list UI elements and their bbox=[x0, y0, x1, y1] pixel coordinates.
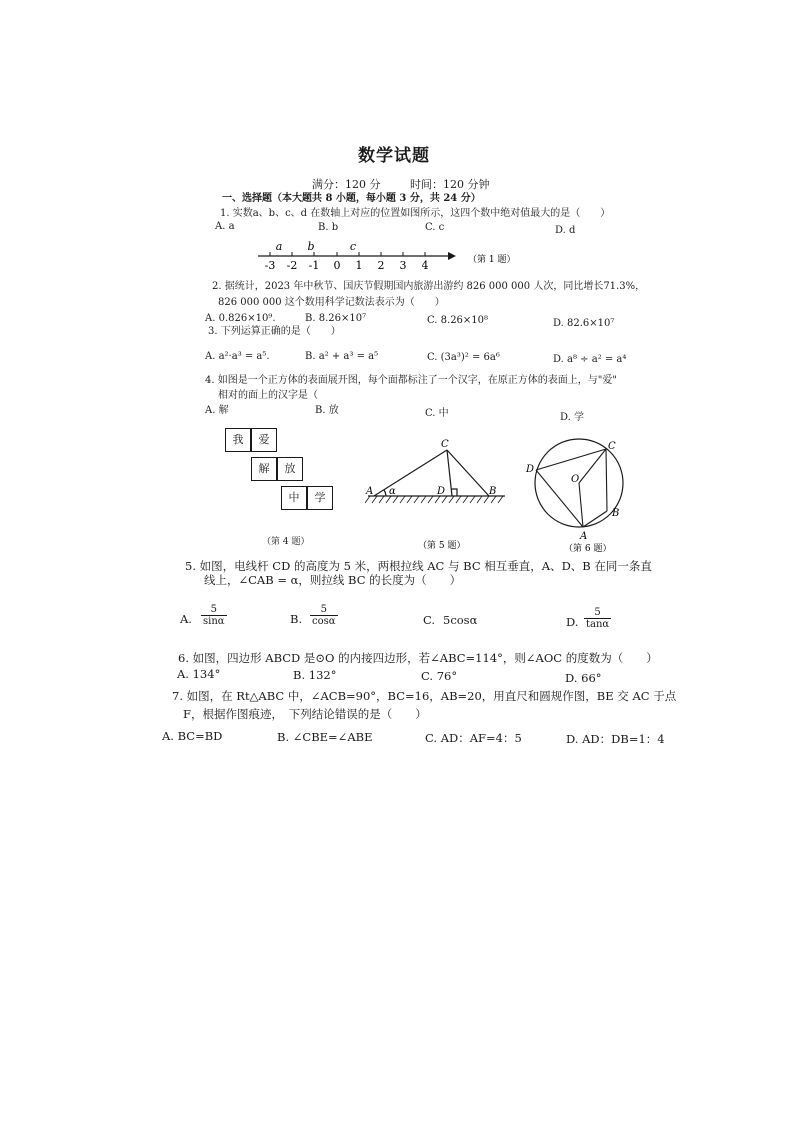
tick-label: 0 bbox=[333, 259, 341, 272]
q7-option-a: A. BC=BD bbox=[162, 729, 223, 743]
q6-option-a: A. 134° bbox=[177, 667, 221, 681]
q1-option-b: B. b bbox=[318, 222, 339, 233]
q4-option-d: D. 学 bbox=[560, 412, 585, 423]
q5-option-d-letter: D. bbox=[566, 615, 579, 629]
q5-label-b: B bbox=[489, 486, 497, 497]
seg-oc bbox=[579, 449, 606, 483]
q5-stem-line1: 5. 如图，电线杆 CD 的高度为 5 米，两根拉线 AC 与 BC 相互垂直，A、D、B 在同一条直 bbox=[185, 559, 652, 573]
numerator: 5 bbox=[201, 604, 227, 616]
q5-option-b-fraction bbox=[310, 604, 338, 627]
q5-caption: （第 5 题） bbox=[418, 541, 466, 551]
q5-label-d: D bbox=[437, 486, 446, 497]
tick-label: 4 bbox=[421, 259, 429, 272]
net-face-zhong: 中 bbox=[281, 486, 307, 510]
q1-option-d: D. d bbox=[555, 225, 576, 236]
exam-time: 时间：120 分钟 bbox=[410, 178, 490, 191]
q1-stem: 1. 实数a、b、c、d 在数轴上对应的位置如图所示，这四个数中绝对值最大的是（ ） bbox=[220, 208, 611, 219]
q3-option-c: C. (3a³)² = 6a⁶ bbox=[427, 352, 500, 363]
exam-title: 数学试题 bbox=[358, 146, 430, 166]
q6-caption: （第 6 题） bbox=[564, 544, 612, 554]
q5-option-d-fraction bbox=[584, 607, 611, 630]
q4-caption: （第 4 题） bbox=[262, 537, 310, 547]
net-face-fang: 放 bbox=[277, 457, 303, 481]
q6-figure bbox=[0, 0, 794, 560]
q5-option-a-fraction bbox=[201, 604, 227, 627]
numerator: 5 bbox=[584, 607, 611, 619]
q7-option-d: D. AD：DB=1：4 bbox=[566, 732, 665, 746]
q6-label-c: C bbox=[608, 441, 616, 452]
q3-option-a: A. a²·a³ = a⁵. bbox=[205, 351, 270, 362]
q3-option-d: D. a⁸ ÷ a² = a⁴ bbox=[553, 354, 627, 365]
q7-stem-line1: 7. 如图，在 Rt△ABC 中，∠ACB=90°，BC=16，AB=20，用直尺和圆规作图，BE 交 AC 于点 bbox=[172, 689, 677, 703]
q5-label-c: C bbox=[441, 439, 449, 450]
q4-stem-line1: 4. 如图是一个正方体的表面展开图，每个面都标注了一个汉字，在原正方体的表面上，与"爱" bbox=[205, 375, 617, 386]
point-c-label: c bbox=[349, 240, 357, 253]
point-b-label: b bbox=[307, 240, 315, 253]
q3-stem: 3. 下列运算正确的是（ ） bbox=[208, 326, 341, 337]
q5-option-a-letter: A. bbox=[180, 612, 192, 626]
tick-label: 2 bbox=[377, 259, 385, 272]
denominator: sinα bbox=[203, 616, 225, 627]
net-face-jie: 解 bbox=[251, 457, 277, 481]
q5-label-a: A bbox=[366, 486, 374, 497]
net-face-xue: 学 bbox=[307, 486, 333, 510]
q5-option-c-value: 5cosα bbox=[443, 613, 478, 627]
q5-label-alpha: α bbox=[389, 486, 396, 497]
q2-option-b: B. 8.26×10⁷ bbox=[305, 313, 367, 324]
q4-stem-line2: 相对的面上的汉字是（ bbox=[218, 390, 318, 401]
q4-option-a: A. 解 bbox=[205, 405, 229, 416]
net-face-wo: 我 bbox=[225, 428, 251, 452]
q1-caption: （第 1 题） bbox=[468, 255, 516, 265]
q7-stem-line2: F，根据作图痕迹， 下列结论错误的是（ ） bbox=[183, 707, 427, 721]
q4-option-b: B. 放 bbox=[315, 405, 339, 416]
q6-stem: 6. 如图，四边形 ABCD 是⊙O 的内接四边形，若∠ABC=114°，则∠AOC 的度数为（ ） bbox=[178, 651, 658, 665]
q5-option-b-letter: B. bbox=[290, 612, 303, 626]
q4-option-c: C. 中 bbox=[425, 408, 449, 419]
q2-stem-line1: 2. 据统计，2023 年中秋节、国庆节假期国内旅游出游约 826 000 000 人次，同比增长71.3%， bbox=[212, 281, 646, 292]
numerator: 5 bbox=[310, 604, 338, 616]
full-score: 满分：120 分 bbox=[312, 178, 381, 191]
q7-option-b: B. ∠CBE=∠ABE bbox=[277, 730, 373, 744]
q6-option-d: D. 66° bbox=[565, 671, 602, 685]
q6-label-o: O bbox=[571, 474, 580, 485]
seg-oa bbox=[579, 483, 583, 527]
q6-label-b: B bbox=[612, 508, 620, 519]
q6-option-c: C. 76° bbox=[421, 669, 458, 683]
q2-option-a: A. 0.826×10⁹. bbox=[205, 313, 276, 324]
tick-label: -3 bbox=[264, 259, 276, 272]
seg-cb bbox=[606, 449, 607, 511]
q5-stem-line2: 线上，∠CAB = α，则拉线 BC 的长度为（ ） bbox=[204, 573, 462, 587]
tick-label: 3 bbox=[399, 259, 407, 272]
q2-stem-line2: 826 000 000 这个数用科学记数法表示为（ ） bbox=[218, 297, 445, 308]
q2-option-d: D. 82.6×10⁷ bbox=[553, 318, 615, 329]
q6-label-a: A bbox=[580, 531, 588, 542]
denominator: tanα bbox=[586, 619, 610, 630]
seg-dc bbox=[536, 449, 606, 470]
tick-label: 1 bbox=[355, 259, 363, 272]
q3-option-b: B. a² + a³ = a⁵ bbox=[305, 351, 379, 362]
tick-label: -1 bbox=[308, 259, 320, 272]
section-heading: 一、选择题（本大题共 8 小题，每小题 3 分，共 24 分） bbox=[222, 193, 481, 204]
net-face-ai: 爱 bbox=[251, 428, 277, 452]
denominator: cosα bbox=[312, 616, 336, 627]
q2-option-c: C. 8.26×10⁸ bbox=[427, 315, 489, 326]
point-a-label: a bbox=[275, 240, 283, 253]
q1-option-a: A. a bbox=[215, 221, 235, 232]
q7-option-c: C. AD：AF=4：5 bbox=[425, 731, 522, 745]
tick-label: -2 bbox=[286, 259, 298, 272]
q6-option-b: B. 132° bbox=[293, 668, 337, 682]
q6-label-d: D bbox=[526, 464, 535, 475]
q1-option-c: C. c bbox=[425, 222, 445, 233]
q5-option-c-letter: C. bbox=[423, 613, 436, 627]
